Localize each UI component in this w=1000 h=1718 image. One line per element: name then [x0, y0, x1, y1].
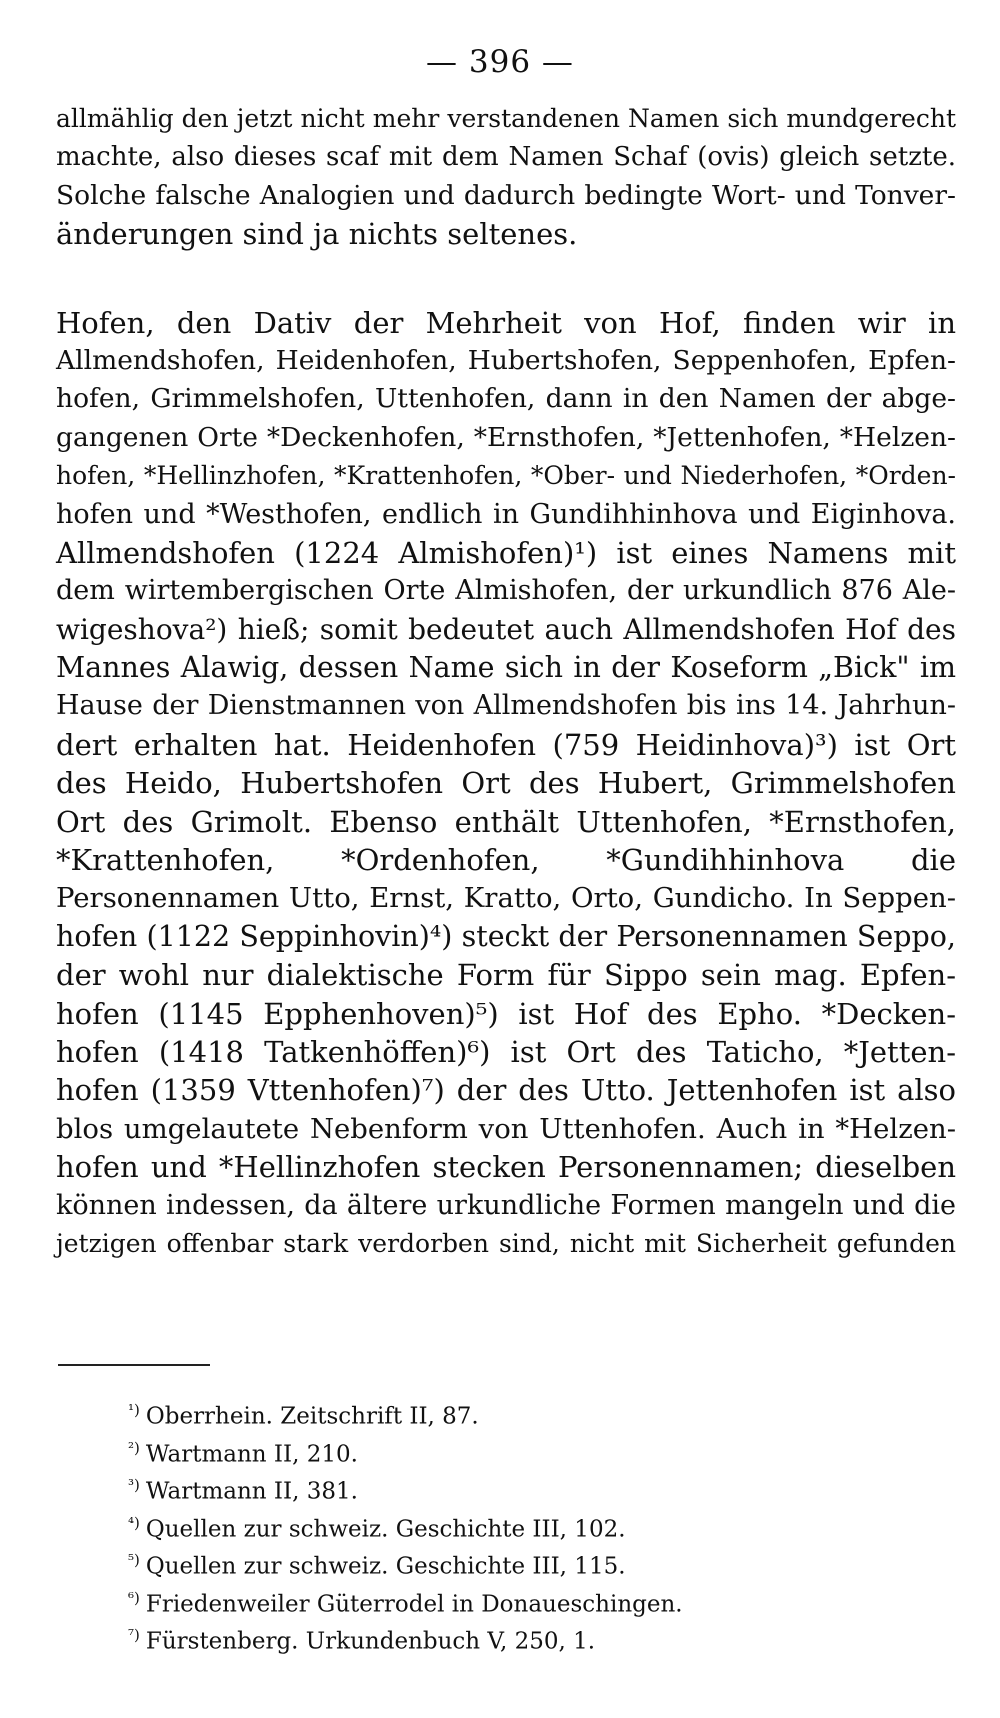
text-line: hofen, *Hellinzhofen, *Krattenhofen, *Ober- und Niederhofen, *Orden-	[56, 461, 956, 491]
text-line: jetzigen offenbar stark verdorben sind, nicht mit Sicherheit gefunden	[56, 1228, 956, 1258]
text-line: dert erhalten hat. Heidenhofen (759 Heidinhova)³) ist Ort	[56, 727, 956, 762]
text-line: können indessen, da ältere urkundliche Formen mangeln und die	[56, 1189, 956, 1221]
footnote	[128, 1430, 888, 1468]
footnote-mark: ²)	[128, 1438, 140, 1457]
footnote	[128, 1467, 888, 1505]
text-line: machte, also dieses scaf mit dem Namen Schaf (ovis) gleich setzte.	[56, 142, 956, 173]
paragraph-gap	[56, 254, 956, 304]
footnote	[128, 1542, 888, 1580]
text-line: Hofen, den Dativ der Mehrheit von Hof, finden wir in	[56, 305, 956, 340]
footnote-mark: ⁴)	[128, 1513, 140, 1532]
footnote-mark: ⁵)	[128, 1551, 140, 1569]
footnote-text: Friedenweiler Güterrodel in Donaueschingen.	[145, 1591, 683, 1618]
text-line: hofen, Grimmelshofen, Uttenhofen, dann in den Namen der abge-	[56, 383, 956, 415]
footnote-mark: ³)	[128, 1476, 140, 1494]
text-line: hofen (1418 Tatkenhöffen)⁶) ist Ort des Taticho, *Jetten-	[56, 1034, 956, 1069]
text-line: dem wirtembergischen Orte Almishofen, der urkundlich 876 Ale-	[56, 575, 956, 607]
text-line: *Krattenhofen, *Ordenhofen, *Gundihhinhova die	[56, 843, 956, 878]
text-line: Mannes Alawig, dessen Name sich in der Koseform „Bick" im	[56, 651, 956, 685]
footnote	[128, 1505, 888, 1543]
body-text	[56, 100, 956, 1263]
footnote-text: Quellen zur schweiz. Geschichte III, 102.	[145, 1516, 626, 1543]
footnote-text: Wartmann II, 381.	[145, 1478, 358, 1505]
text-line: allmählig den jetzt nicht mehr verstandenen Namen sich mundgerecht	[56, 104, 956, 133]
text-line: wigeshova²) hieß; somit bedeutet auch Allmendshofen Hof des	[56, 612, 956, 646]
footnote-text: Wartmann II, 210.	[145, 1441, 358, 1468]
footnote-text: Fürstenberg. Urkundenbuch V, 250, 1.	[145, 1628, 596, 1655]
text-line: hofen (1122 Seppinhovin)⁴) steckt der Personennamen Seppo,	[56, 919, 956, 953]
text-line: der wohl nur dialektische Form für Sippo sein mag. Epfen-	[56, 958, 956, 993]
footnote-text: Oberrhein. Zeitschrift II, 87.	[145, 1403, 479, 1430]
text-line: Hause der Dienstmannen von Allmendshofen bis ins 14. Jahrhun-	[56, 690, 956, 722]
page-number: — 396 —	[426, 44, 574, 80]
text-line: blos umgelautete Nebenform von Uttenhofen. Auch in *Helzen-	[56, 1112, 956, 1145]
text-line: Personennamen Utto, Ernst, Kratto, Orto, Gundicho. In Seppen-	[56, 882, 956, 915]
footnote-mark: ⁷)	[128, 1626, 140, 1644]
text-line: hofen (1145 Epphenhoven)⁵) ist Hof des Epho. *Decken-	[56, 996, 956, 1031]
text-line: hofen (1359 Vttenhofen)⁷) der des Utto. Jettenhofen ist also	[56, 1073, 956, 1108]
footnotes	[128, 1392, 888, 1655]
text-line: des Heido, Hubertshofen Ort des Hubert, Grimmelshofen	[56, 766, 956, 801]
paragraph-1	[56, 100, 956, 254]
text-line: Ort des Grimolt. Ebenso enthält Uttenhofen, *Ernsthofen,	[56, 804, 956, 839]
footnote	[128, 1392, 888, 1430]
text-line: hofen und *Westhofen, endlich in Gundihhinhova und Eiginhova.	[56, 498, 956, 530]
text-line: gangenen Orte *Deckenhofen, *Ernsthofen, *Jettenhofen, *Helzen-	[56, 421, 956, 453]
footnote-mark: ⁶)	[128, 1588, 140, 1607]
text-line: Solche falsche Analogien und dadurch bedingte Wort- und Tonver-	[56, 179, 956, 211]
footnote-text: Quellen zur schweiz. Geschichte III, 115.	[145, 1553, 626, 1580]
text-line: Allmendshofen, Heidenhofen, Hubertshofen, Seppenhofen, Epfen-	[56, 344, 956, 376]
text-line: hofen und *Hellinzhofen stecken Personennamen; dieselben	[56, 1150, 956, 1185]
footnote	[128, 1580, 888, 1618]
footnote-rule	[58, 1364, 210, 1366]
text-line: Allmendshofen (1224 Almishofen)¹) ist eines Namens mit	[56, 535, 956, 570]
footnote	[128, 1617, 888, 1655]
paragraph-2	[56, 304, 956, 1264]
text-line: änderungen sind ja nichts seltenes.	[56, 217, 578, 252]
footnote-mark: ¹)	[128, 1401, 140, 1419]
